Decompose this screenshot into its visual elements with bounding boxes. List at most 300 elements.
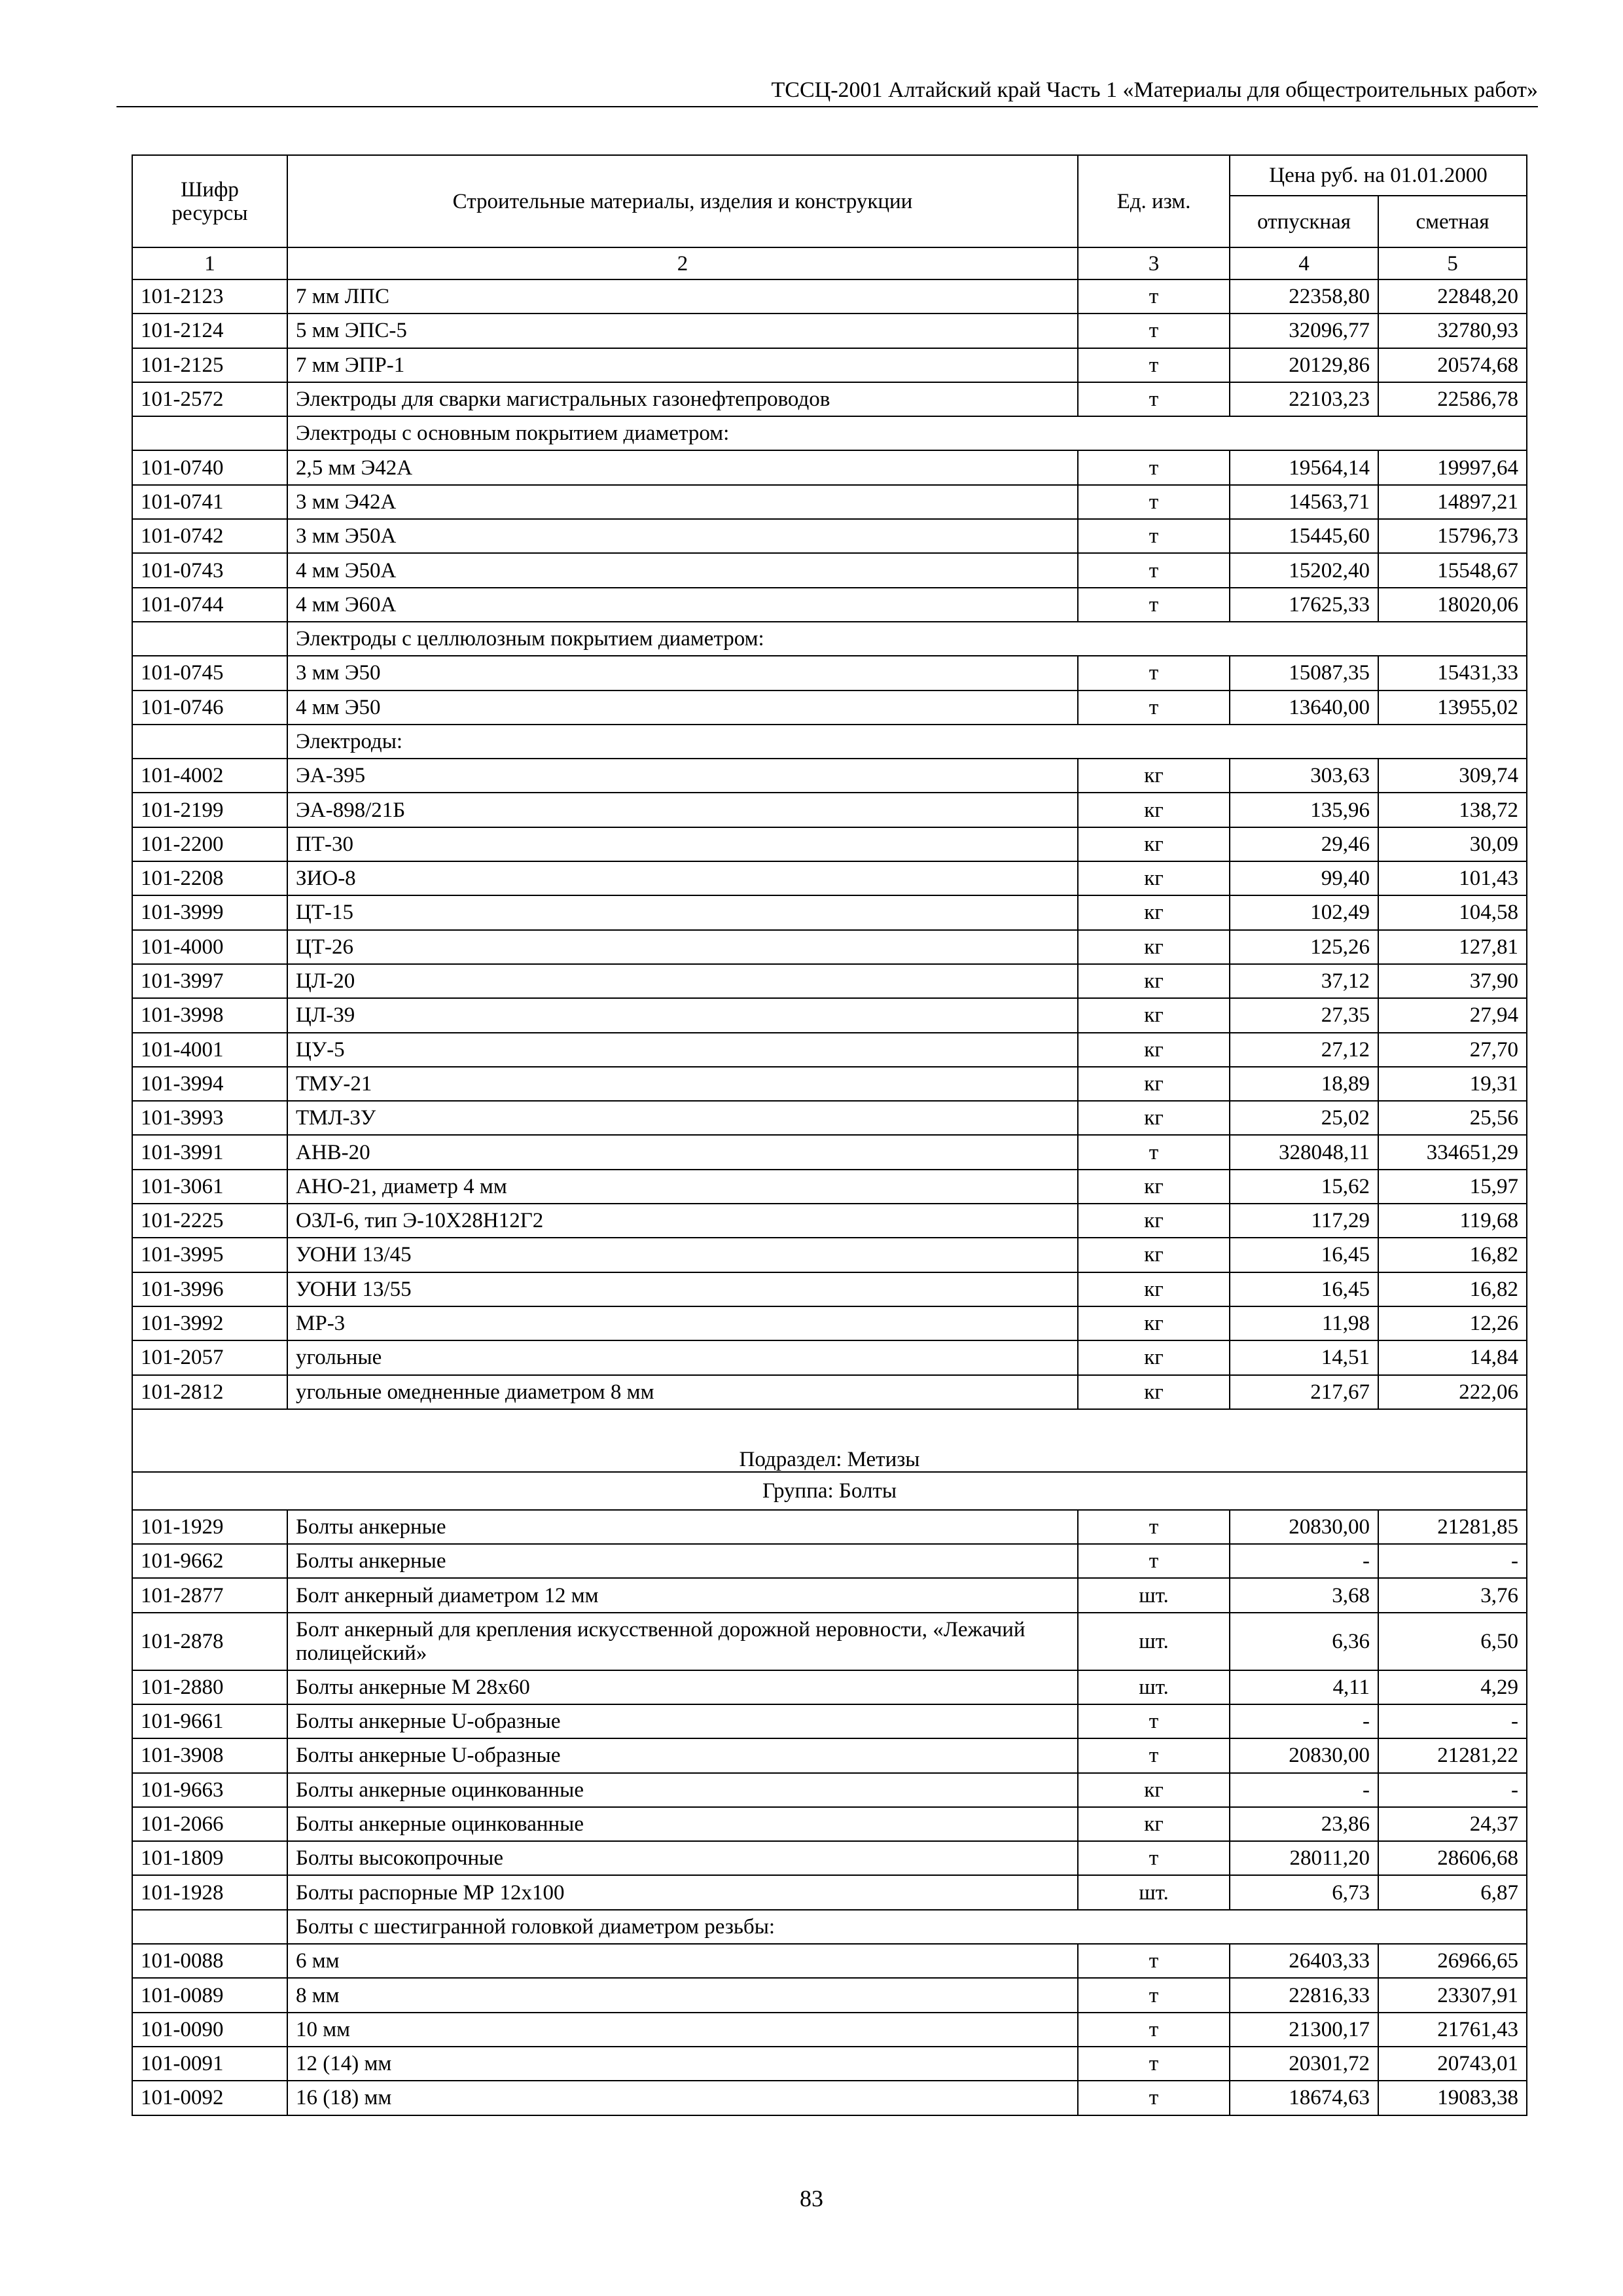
table-row bbox=[132, 827, 1527, 861]
unit: кг bbox=[1078, 1033, 1230, 1067]
col-header-unit: Ед. изм. bbox=[1078, 155, 1230, 247]
price-estimate: 127,81 bbox=[1378, 930, 1527, 964]
price-estimate: 104,58 bbox=[1378, 895, 1527, 929]
unit: кг bbox=[1078, 1807, 1230, 1841]
price-release: 15,62 bbox=[1230, 1170, 1378, 1204]
price-release: 16,45 bbox=[1230, 1272, 1378, 1306]
price-release: 125,26 bbox=[1230, 930, 1378, 964]
section-title: Подраздел: Метизы bbox=[132, 1409, 1527, 1472]
table-row bbox=[132, 314, 1527, 348]
price-release: 29,46 bbox=[1230, 827, 1378, 861]
price-release: 14,51 bbox=[1230, 1340, 1378, 1374]
group-row bbox=[132, 1472, 1527, 1510]
price-release: 328048,11 bbox=[1230, 1135, 1378, 1169]
material-name: ЦЛ-20 bbox=[287, 964, 1078, 998]
table-row bbox=[132, 964, 1527, 998]
table-row bbox=[132, 1875, 1527, 1909]
price-estimate: 27,70 bbox=[1378, 1033, 1527, 1067]
col-number: 3 bbox=[1078, 247, 1230, 279]
resource-code: 101-0092 bbox=[132, 2081, 287, 2115]
unit: т bbox=[1078, 1135, 1230, 1169]
resource-code: 101-2125 bbox=[132, 348, 287, 382]
empty-cell bbox=[132, 416, 287, 450]
material-name: угольные bbox=[287, 1340, 1078, 1374]
resource-code: 101-2199 bbox=[132, 793, 287, 827]
unit: т bbox=[1078, 1544, 1230, 1578]
price-release: 20830,00 bbox=[1230, 1738, 1378, 1772]
table-row bbox=[132, 382, 1527, 416]
material-name: ЦЛ-39 bbox=[287, 998, 1078, 1032]
price-estimate: 15,97 bbox=[1378, 1170, 1527, 1204]
group-heading: Электроды: bbox=[287, 725, 1527, 759]
material-name: ОЗЛ-6, тип Э-10Х28Н12Г2 bbox=[287, 1204, 1078, 1238]
col-header-price-release: отпускная bbox=[1230, 196, 1378, 247]
price-release: 6,73 bbox=[1230, 1875, 1378, 1909]
price-estimate: 24,37 bbox=[1378, 1807, 1527, 1841]
unit: кг bbox=[1078, 1340, 1230, 1374]
resource-code: 101-0091 bbox=[132, 2047, 287, 2081]
resource-code: 101-0741 bbox=[132, 485, 287, 519]
table-row bbox=[132, 759, 1527, 793]
table-row bbox=[132, 485, 1527, 519]
resource-code: 101-0740 bbox=[132, 450, 287, 484]
price-estimate: 12,26 bbox=[1378, 1306, 1527, 1340]
material-name: МР-3 bbox=[287, 1306, 1078, 1340]
resource-code: 101-0744 bbox=[132, 588, 287, 622]
unit: т bbox=[1078, 2047, 1230, 2081]
price-release: 19564,14 bbox=[1230, 450, 1378, 484]
material-name: Болты анкерные bbox=[287, 1510, 1078, 1544]
unit: т bbox=[1078, 485, 1230, 519]
material-name: 8 мм bbox=[287, 1978, 1078, 2012]
col-number: 1 bbox=[132, 247, 287, 279]
resource-code: 101-2057 bbox=[132, 1340, 287, 1374]
material-name: 3 мм Э50А bbox=[287, 519, 1078, 553]
price-estimate: 27,94 bbox=[1378, 998, 1527, 1032]
table-row bbox=[132, 1544, 1527, 1578]
col-header-price-estimate: сметная bbox=[1378, 196, 1527, 247]
resource-code: 101-3995 bbox=[132, 1238, 287, 1272]
price-release: 21300,17 bbox=[1230, 2013, 1378, 2047]
price-estimate: 119,68 bbox=[1378, 1204, 1527, 1238]
price-release: 20830,00 bbox=[1230, 1510, 1378, 1544]
resource-code: 101-9663 bbox=[132, 1773, 287, 1807]
table-row bbox=[132, 861, 1527, 895]
material-name: ПТ-30 bbox=[287, 827, 1078, 861]
table-row bbox=[132, 793, 1527, 827]
price-release: 6,36 bbox=[1230, 1613, 1378, 1670]
resource-code: 101-3994 bbox=[132, 1067, 287, 1101]
price-estimate: 23307,91 bbox=[1378, 1978, 1527, 2012]
table-row bbox=[132, 1841, 1527, 1875]
table-row bbox=[132, 1067, 1527, 1101]
unit: т bbox=[1078, 382, 1230, 416]
price-estimate: 21281,85 bbox=[1378, 1510, 1527, 1544]
resource-code: 101-1929 bbox=[132, 1510, 287, 1544]
resource-code: 101-2066 bbox=[132, 1807, 287, 1841]
price-release: - bbox=[1230, 1704, 1378, 1738]
price-estimate: 37,90 bbox=[1378, 964, 1527, 998]
price-estimate: 13955,02 bbox=[1378, 691, 1527, 725]
table-row bbox=[132, 279, 1527, 314]
resource-code: 101-1928 bbox=[132, 1875, 287, 1909]
price-estimate: 18020,06 bbox=[1378, 588, 1527, 622]
table-row bbox=[132, 2013, 1527, 2047]
price-estimate: 32780,93 bbox=[1378, 314, 1527, 348]
resource-code: 101-0746 bbox=[132, 691, 287, 725]
material-name: ТМЛ-3У bbox=[287, 1101, 1078, 1135]
table-row bbox=[132, 1613, 1527, 1670]
table-row bbox=[132, 519, 1527, 553]
material-name: 12 (14) мм bbox=[287, 2047, 1078, 2081]
price-release: - bbox=[1230, 1773, 1378, 1807]
price-release: 4,11 bbox=[1230, 1670, 1378, 1704]
material-name: ЦТ-15 bbox=[287, 895, 1078, 929]
col-header-code: Шифр ресурсы bbox=[132, 155, 287, 247]
unit: т bbox=[1078, 1738, 1230, 1772]
price-estimate: 30,09 bbox=[1378, 827, 1527, 861]
table-row bbox=[132, 656, 1527, 690]
resource-code: 101-2200 bbox=[132, 827, 287, 861]
unit: т bbox=[1078, 691, 1230, 725]
price-release: 16,45 bbox=[1230, 1238, 1378, 1272]
col-number: 4 bbox=[1230, 247, 1378, 279]
material-name: 10 мм bbox=[287, 2013, 1078, 2047]
price-release: 3,68 bbox=[1230, 1578, 1378, 1612]
unit: кг bbox=[1078, 930, 1230, 964]
price-release: 27,35 bbox=[1230, 998, 1378, 1032]
price-release: 22103,23 bbox=[1230, 382, 1378, 416]
price-release: 11,98 bbox=[1230, 1306, 1378, 1340]
table-row bbox=[132, 895, 1527, 929]
running-header: ТССЦ-2001 Алтайский край Часть 1 «Материалы для общестроительных работ» bbox=[771, 78, 1538, 102]
price-estimate: 25,56 bbox=[1378, 1101, 1527, 1135]
price-release: 32096,77 bbox=[1230, 314, 1378, 348]
table-row bbox=[132, 1978, 1527, 2012]
price-release: 15202,40 bbox=[1230, 553, 1378, 587]
price-estimate: 20574,68 bbox=[1378, 348, 1527, 382]
price-release: 135,96 bbox=[1230, 793, 1378, 827]
material-name: Болты анкерные М 28х60 bbox=[287, 1670, 1078, 1704]
price-estimate: 28606,68 bbox=[1378, 1841, 1527, 1875]
price-release: 102,49 bbox=[1230, 895, 1378, 929]
resource-code: 101-2124 bbox=[132, 314, 287, 348]
material-name: Болты анкерные оцинкованные bbox=[287, 1773, 1078, 1807]
unit: кг bbox=[1078, 1773, 1230, 1807]
unit: т bbox=[1078, 2081, 1230, 2115]
group-heading-row bbox=[132, 622, 1527, 656]
material-name: Электроды для сварки магистральных газонефтепроводов bbox=[287, 382, 1078, 416]
table-row bbox=[132, 1375, 1527, 1409]
unit: т bbox=[1078, 1944, 1230, 1978]
unit: т bbox=[1078, 588, 1230, 622]
price-estimate: - bbox=[1378, 1544, 1527, 1578]
unit: кг bbox=[1078, 1101, 1230, 1135]
unit: шт. bbox=[1078, 1613, 1230, 1670]
unit: кг bbox=[1078, 1375, 1230, 1409]
unit: т bbox=[1078, 553, 1230, 587]
price-release: 20301,72 bbox=[1230, 2047, 1378, 2081]
resource-code: 101-2877 bbox=[132, 1578, 287, 1612]
material-name: ЦУ-5 bbox=[287, 1033, 1078, 1067]
price-estimate: 22848,20 bbox=[1378, 279, 1527, 314]
header-rule bbox=[116, 106, 1538, 107]
group-heading-row bbox=[132, 416, 1527, 450]
material-name: Болты анкерные оцинкованные bbox=[287, 1807, 1078, 1841]
price-release: 27,12 bbox=[1230, 1033, 1378, 1067]
group-heading: Электроды с основным покрытием диаметром: bbox=[287, 416, 1527, 450]
material-name: угольные омедненные диаметром 8 мм bbox=[287, 1375, 1078, 1409]
price-release: 25,02 bbox=[1230, 1101, 1378, 1135]
price-release: 20129,86 bbox=[1230, 348, 1378, 382]
material-name: 2,5 мм Э42А bbox=[287, 450, 1078, 484]
price-estimate: 101,43 bbox=[1378, 861, 1527, 895]
resource-code: 101-0742 bbox=[132, 519, 287, 553]
price-table bbox=[132, 154, 1527, 2116]
unit: кг bbox=[1078, 1238, 1230, 1272]
material-name: ЭА-395 bbox=[287, 759, 1078, 793]
resource-code: 101-3991 bbox=[132, 1135, 287, 1169]
unit: т bbox=[1078, 1841, 1230, 1875]
resource-code: 101-0745 bbox=[132, 656, 287, 690]
empty-cell bbox=[132, 622, 287, 656]
table-row bbox=[132, 1135, 1527, 1169]
price-estimate: 334651,29 bbox=[1378, 1135, 1527, 1169]
price-estimate: - bbox=[1378, 1704, 1527, 1738]
table-row bbox=[132, 588, 1527, 622]
price-estimate: 19,31 bbox=[1378, 1067, 1527, 1101]
material-name: АНВ-20 bbox=[287, 1135, 1078, 1169]
price-estimate: 6,50 bbox=[1378, 1613, 1527, 1670]
group-heading: Электроды с целлюлозным покрытием диаметром: bbox=[287, 622, 1527, 656]
unit: кг bbox=[1078, 998, 1230, 1032]
col-number: 2 bbox=[287, 247, 1078, 279]
price-release: 217,67 bbox=[1230, 1375, 1378, 1409]
table-row bbox=[132, 691, 1527, 725]
resource-code: 101-3996 bbox=[132, 1272, 287, 1306]
price-estimate: 19083,38 bbox=[1378, 2081, 1527, 2115]
unit: т bbox=[1078, 450, 1230, 484]
price-estimate: 138,72 bbox=[1378, 793, 1527, 827]
price-release: 22358,80 bbox=[1230, 279, 1378, 314]
table-row bbox=[132, 1306, 1527, 1340]
price-release: 13640,00 bbox=[1230, 691, 1378, 725]
resource-code: 101-2225 bbox=[132, 1204, 287, 1238]
unit: кг bbox=[1078, 964, 1230, 998]
price-estimate: 16,82 bbox=[1378, 1238, 1527, 1272]
unit: шт. bbox=[1078, 1578, 1230, 1612]
price-estimate: 4,29 bbox=[1378, 1670, 1527, 1704]
price-estimate: 20743,01 bbox=[1378, 2047, 1527, 2081]
table-row bbox=[132, 2047, 1527, 2081]
price-estimate: 3,76 bbox=[1378, 1578, 1527, 1612]
price-release: - bbox=[1230, 1544, 1378, 1578]
table-row bbox=[132, 1510, 1527, 1544]
resource-code: 101-9661 bbox=[132, 1704, 287, 1738]
price-release: 117,29 bbox=[1230, 1204, 1378, 1238]
table-row bbox=[132, 1340, 1527, 1374]
material-name: ЭА-898/21Б bbox=[287, 793, 1078, 827]
price-estimate: 15796,73 bbox=[1378, 519, 1527, 553]
table-row bbox=[132, 1272, 1527, 1306]
price-release: 26403,33 bbox=[1230, 1944, 1378, 1978]
unit: т bbox=[1078, 656, 1230, 690]
price-estimate: 222,06 bbox=[1378, 1375, 1527, 1409]
resource-code: 101-3061 bbox=[132, 1170, 287, 1204]
price-estimate: 14,84 bbox=[1378, 1340, 1527, 1374]
material-name: Болты анкерные U-образные bbox=[287, 1738, 1078, 1772]
unit: кг bbox=[1078, 895, 1230, 929]
unit: т bbox=[1078, 1978, 1230, 2012]
material-name: Болты распорные МР 12х100 bbox=[287, 1875, 1078, 1909]
empty-cell bbox=[132, 725, 287, 759]
resource-code: 101-2878 bbox=[132, 1613, 287, 1670]
resource-code: 101-3999 bbox=[132, 895, 287, 929]
unit: кг bbox=[1078, 1067, 1230, 1101]
price-release: 18674,63 bbox=[1230, 2081, 1378, 2115]
resource-code: 101-0089 bbox=[132, 1978, 287, 2012]
unit: т bbox=[1078, 1510, 1230, 1544]
resource-code: 101-0090 bbox=[132, 2013, 287, 2047]
unit: т bbox=[1078, 279, 1230, 314]
resource-code: 101-0088 bbox=[132, 1944, 287, 1978]
table-row bbox=[132, 348, 1527, 382]
resource-code: 101-1809 bbox=[132, 1841, 287, 1875]
price-estimate: 26966,65 bbox=[1378, 1944, 1527, 1978]
price-estimate: 16,82 bbox=[1378, 1272, 1527, 1306]
resource-code: 101-2880 bbox=[132, 1670, 287, 1704]
table-row bbox=[132, 1101, 1527, 1135]
unit: кг bbox=[1078, 793, 1230, 827]
unit: кг bbox=[1078, 827, 1230, 861]
table-row bbox=[132, 930, 1527, 964]
unit: т bbox=[1078, 348, 1230, 382]
material-name: 3 мм Э42А bbox=[287, 485, 1078, 519]
resource-code: 101-2123 bbox=[132, 279, 287, 314]
material-name: 7 мм ЛПС bbox=[287, 279, 1078, 314]
price-release: 22816,33 bbox=[1230, 1978, 1378, 2012]
material-name: Болты анкерные bbox=[287, 1544, 1078, 1578]
price-estimate: 15548,67 bbox=[1378, 553, 1527, 587]
price-estimate: 21281,22 bbox=[1378, 1738, 1527, 1772]
material-name: ТМУ-21 bbox=[287, 1067, 1078, 1101]
table-row bbox=[132, 998, 1527, 1032]
resource-code: 101-3993 bbox=[132, 1101, 287, 1135]
resource-code: 101-4001 bbox=[132, 1033, 287, 1067]
resource-code: 101-3998 bbox=[132, 998, 287, 1032]
unit: кг bbox=[1078, 1306, 1230, 1340]
table-row bbox=[132, 1773, 1527, 1807]
material-name: 6 мм bbox=[287, 1944, 1078, 1978]
resource-code: 101-3992 bbox=[132, 1306, 287, 1340]
unit: т bbox=[1078, 519, 1230, 553]
material-name: 16 (18) мм bbox=[287, 2081, 1078, 2115]
material-name: ЗИО-8 bbox=[287, 861, 1078, 895]
material-name: 7 мм ЭПР-1 bbox=[287, 348, 1078, 382]
material-name: АНО-21, диаметр 4 мм bbox=[287, 1170, 1078, 1204]
table-row bbox=[132, 1807, 1527, 1841]
group-heading-row bbox=[132, 725, 1527, 759]
material-name: УОНИ 13/45 bbox=[287, 1238, 1078, 1272]
price-estimate: 14897,21 bbox=[1378, 485, 1527, 519]
table-row bbox=[132, 1238, 1527, 1272]
material-name: УОНИ 13/55 bbox=[287, 1272, 1078, 1306]
table-row bbox=[132, 1944, 1527, 1978]
material-name: 5 мм ЭПС-5 bbox=[287, 314, 1078, 348]
table-row bbox=[132, 1204, 1527, 1238]
resource-code: 101-4002 bbox=[132, 759, 287, 793]
material-name: 4 мм Э60А bbox=[287, 588, 1078, 622]
table-row bbox=[132, 450, 1527, 484]
resource-code: 101-2208 bbox=[132, 861, 287, 895]
material-name: Болты анкерные U-образные bbox=[287, 1704, 1078, 1738]
table-body bbox=[132, 279, 1527, 2115]
price-estimate: 15431,33 bbox=[1378, 656, 1527, 690]
resource-code: 101-3908 bbox=[132, 1738, 287, 1772]
table-row bbox=[132, 1578, 1527, 1612]
price-release: 28011,20 bbox=[1230, 1841, 1378, 1875]
resource-code: 101-2812 bbox=[132, 1375, 287, 1409]
price-estimate: 6,87 bbox=[1378, 1875, 1527, 1909]
material-name: 4 мм Э50А bbox=[287, 553, 1078, 587]
resource-code: 101-9662 bbox=[132, 1544, 287, 1578]
price-estimate: 309,74 bbox=[1378, 759, 1527, 793]
unit: кг bbox=[1078, 1272, 1230, 1306]
table-row bbox=[132, 1170, 1527, 1204]
price-release: 303,63 bbox=[1230, 759, 1378, 793]
material-name: ЦТ-26 bbox=[287, 930, 1078, 964]
unit: кг bbox=[1078, 861, 1230, 895]
resource-code: 101-0743 bbox=[132, 553, 287, 587]
table-row bbox=[132, 1738, 1527, 1772]
group-heading-row bbox=[132, 1910, 1527, 1944]
price-release: 99,40 bbox=[1230, 861, 1378, 895]
material-name: 3 мм Э50 bbox=[287, 656, 1078, 690]
col-header-price-group: Цена руб. на 01.01.2000 bbox=[1230, 155, 1527, 196]
material-name: Болты высокопрочные bbox=[287, 1841, 1078, 1875]
price-release: 18,89 bbox=[1230, 1067, 1378, 1101]
price-estimate: 22586,78 bbox=[1378, 382, 1527, 416]
unit: т bbox=[1078, 2013, 1230, 2047]
group-title: Группа: Болты bbox=[132, 1472, 1527, 1510]
group-heading: Болты с шестигранной головкой диаметром резьбы: bbox=[287, 1910, 1527, 1944]
unit: т bbox=[1078, 314, 1230, 348]
price-estimate: 21761,43 bbox=[1378, 2013, 1527, 2047]
unit: кг bbox=[1078, 1204, 1230, 1238]
price-estimate: - bbox=[1378, 1773, 1527, 1807]
price-release: 37,12 bbox=[1230, 964, 1378, 998]
unit: кг bbox=[1078, 1170, 1230, 1204]
resource-code: 101-4000 bbox=[132, 930, 287, 964]
price-release: 17625,33 bbox=[1230, 588, 1378, 622]
price-estimate: 19997,64 bbox=[1378, 450, 1527, 484]
table-row bbox=[132, 553, 1527, 587]
unit: шт. bbox=[1078, 1670, 1230, 1704]
resource-code: 101-2572 bbox=[132, 382, 287, 416]
unit: шт. bbox=[1078, 1875, 1230, 1909]
col-number: 5 bbox=[1378, 247, 1527, 279]
price-release: 15087,35 bbox=[1230, 656, 1378, 690]
col-header-name: Строительные материалы, изделия и конструкции bbox=[287, 155, 1078, 247]
price-release: 14563,71 bbox=[1230, 485, 1378, 519]
table-row bbox=[132, 1704, 1527, 1738]
price-release: 15445,60 bbox=[1230, 519, 1378, 553]
page-number: 83 bbox=[800, 2185, 823, 2212]
material-name: Болт анкерный для крепления искусственной дорожной неровности, «Лежачий полицейский» bbox=[287, 1613, 1078, 1670]
material-name: Болт анкерный диаметром 12 мм bbox=[287, 1578, 1078, 1612]
table-row bbox=[132, 1033, 1527, 1067]
table-row bbox=[132, 1670, 1527, 1704]
